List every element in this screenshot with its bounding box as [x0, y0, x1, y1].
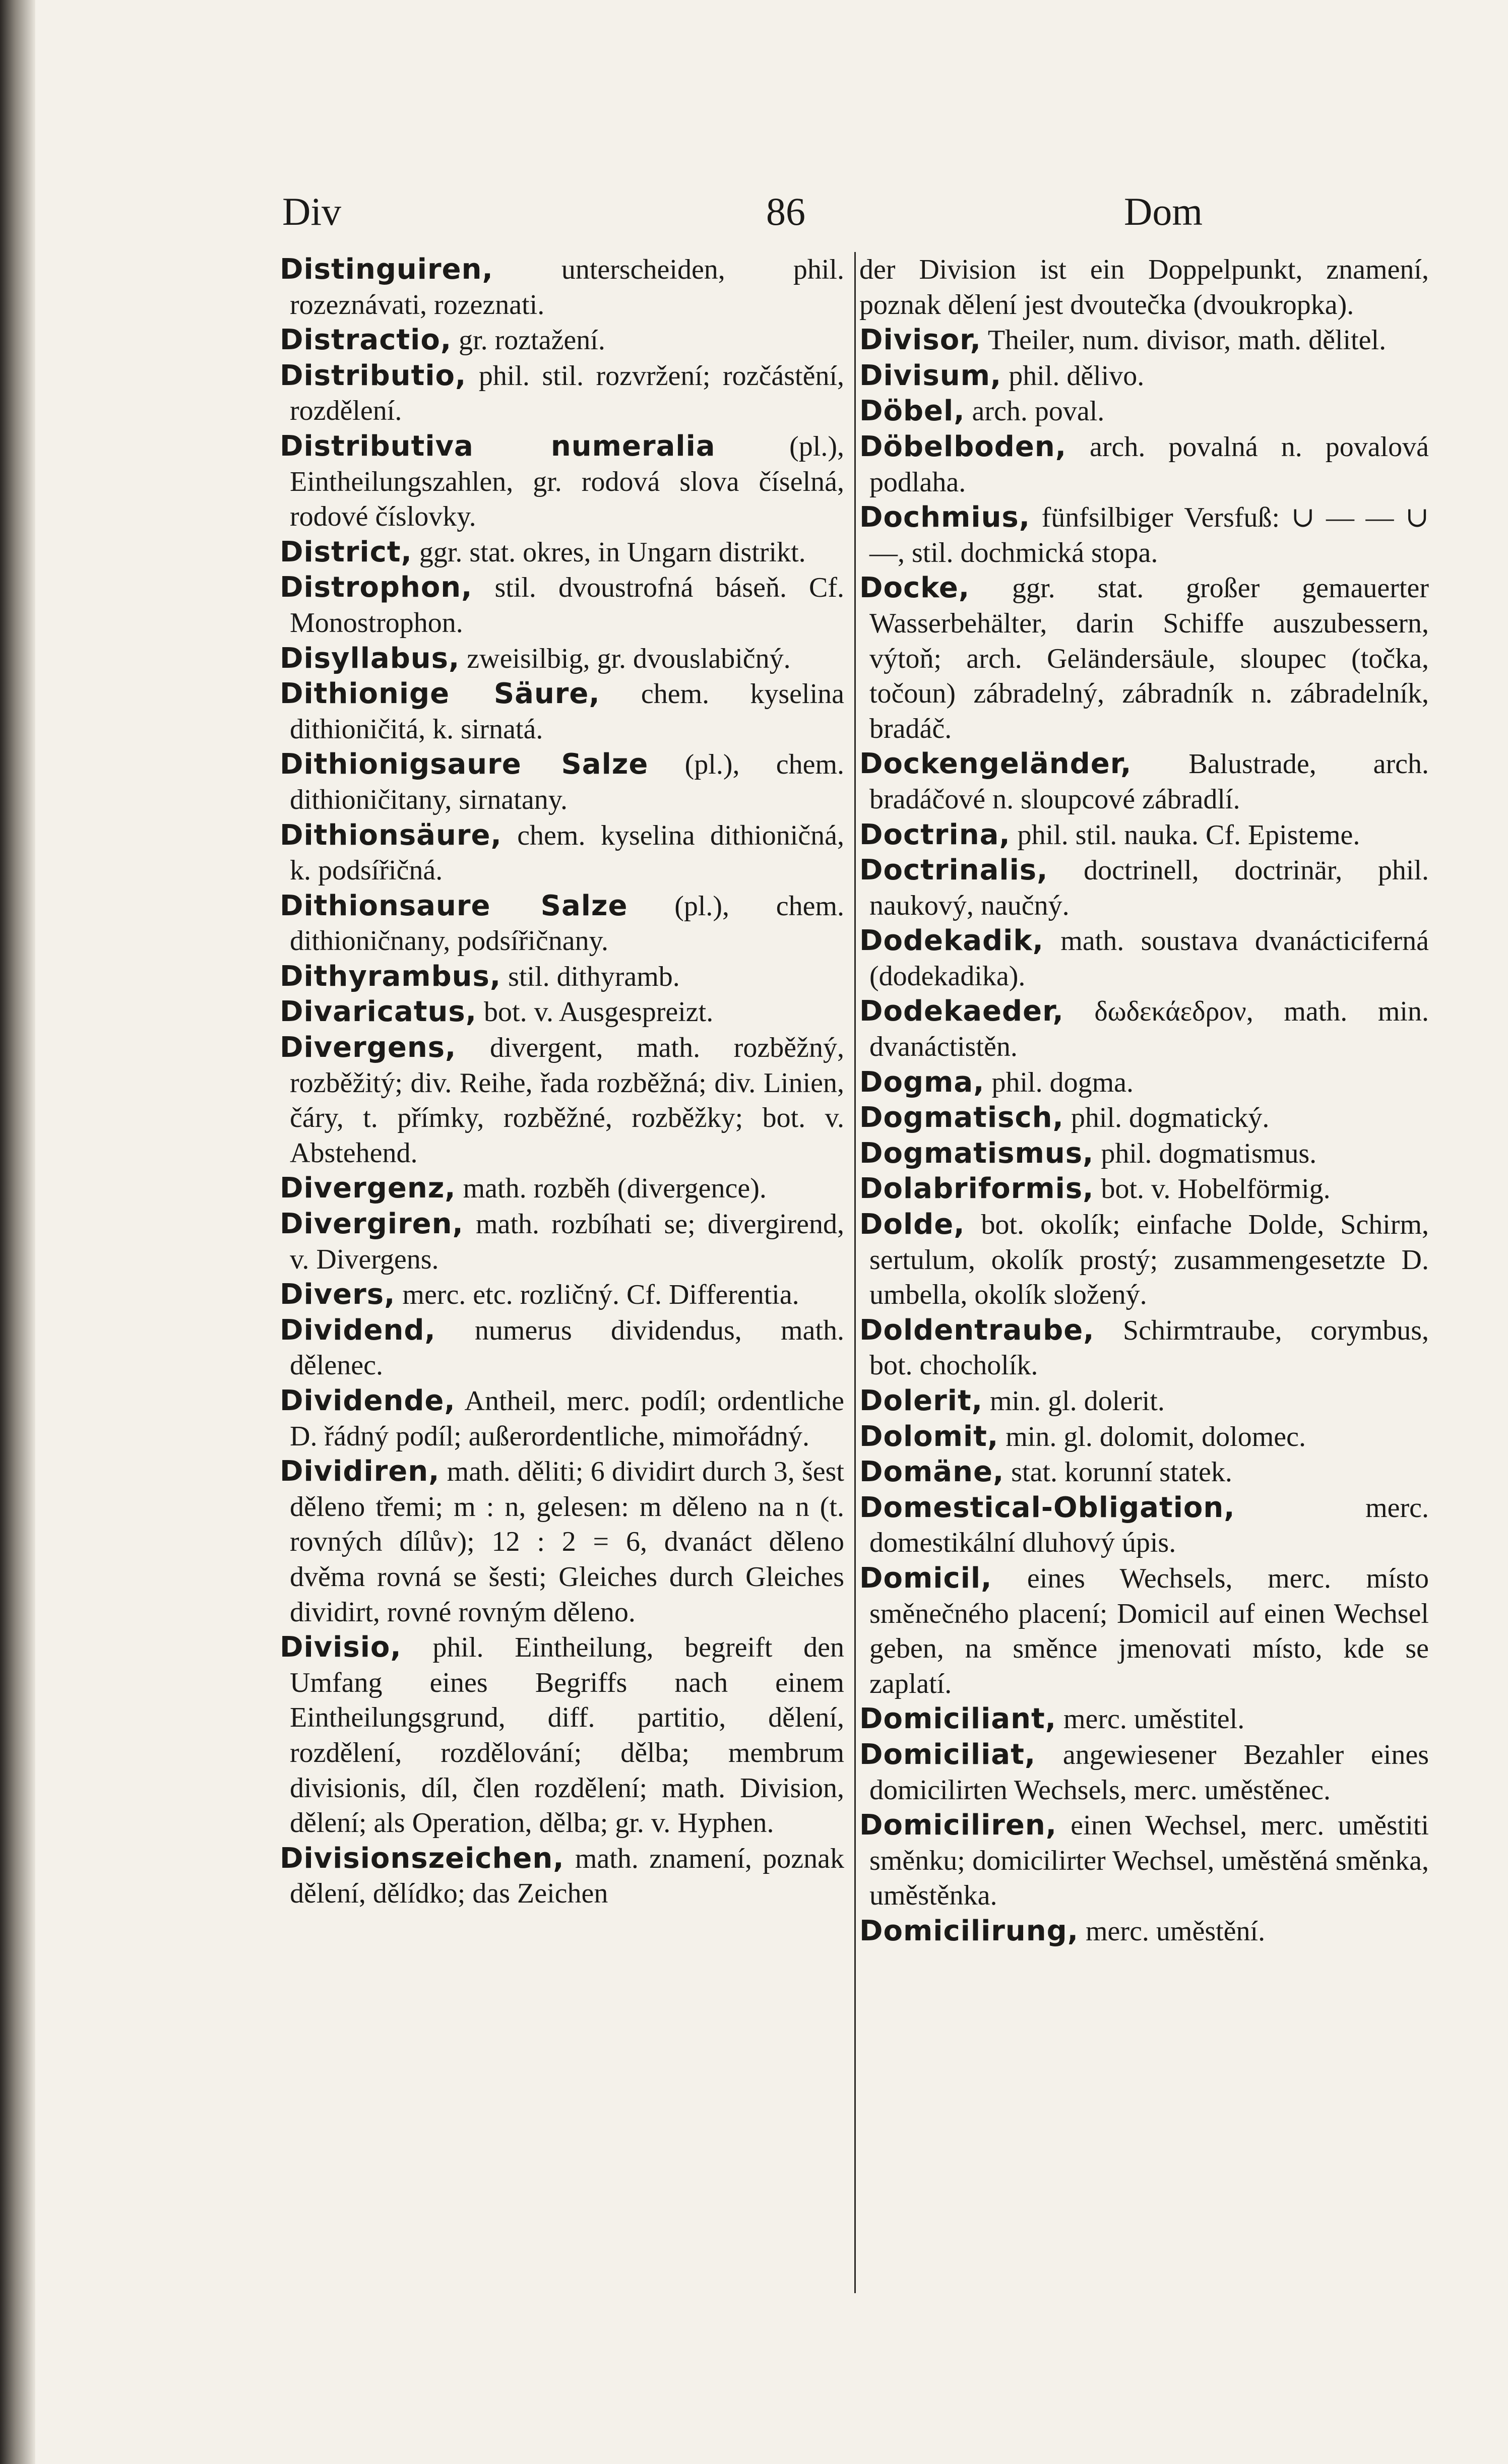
entry	[280, 959, 844, 995]
definition: chem. kyselina dithioničná, k. podsířičná.	[290, 819, 844, 887]
entry	[280, 323, 844, 358]
entry	[859, 1100, 1429, 1136]
definition: zweisilbig, gr. dvouslabičný.	[460, 643, 791, 674]
headword: Distributiva numeralia	[280, 429, 716, 463]
definition: math. rozbíhati se; divergirend, v. Divergens.	[290, 1209, 844, 1275]
definition: (pl.), chem. dithioničitany, sirnatany.	[290, 749, 845, 815]
entry	[280, 889, 844, 959]
entry	[280, 747, 844, 817]
definition: gr. roztažení.	[452, 325, 605, 356]
entry	[859, 571, 1429, 746]
headword: Dolomit,	[859, 1420, 999, 1453]
header-left-word: Div	[282, 189, 341, 233]
definition: min. gl. dolerit.	[983, 1385, 1165, 1417]
headword: Divergiren,	[280, 1208, 464, 1241]
definition: Antheil, merc. podíl; ordentliche D. řádný podíl; außerordentliche, mimořádný.	[290, 1385, 844, 1452]
headword: Dolerit,	[859, 1384, 983, 1417]
entry	[280, 429, 844, 535]
definition: stil. dvoustrofná báseň. Cf. Monostrophon.	[290, 572, 844, 639]
definition: unterscheiden, phil. rozeznávati, rozeznati.	[290, 254, 844, 321]
headword: District,	[280, 535, 412, 568]
entry	[280, 641, 844, 677]
definition: merc. domestikální dluhový úpis.	[869, 1492, 1429, 1559]
headword: Dockengeländer,	[859, 747, 1132, 781]
headword: Distractio,	[280, 324, 452, 357]
headword: Dodekaeder,	[859, 995, 1064, 1028]
entry	[859, 1383, 1429, 1419]
headword: Divergens,	[280, 1031, 457, 1064]
definition: bot. okolík; einfache Dolde, Schirm, sertulum, okolík prostý; zusammengesetzte D. umbella, okolík složený.	[869, 1209, 1429, 1311]
entry	[280, 1277, 844, 1313]
headword: Dividend,	[280, 1313, 436, 1347]
headword: Domicil,	[859, 1561, 992, 1595]
headword: Dogmatismus,	[859, 1136, 1094, 1170]
headword: Doctrina,	[859, 818, 1011, 851]
entry	[280, 1171, 844, 1207]
entry	[859, 1065, 1429, 1101]
definition: bot. v. Ausgespreizt.	[477, 996, 714, 1028]
headword: Dithionsäure,	[280, 818, 502, 852]
headword: Divergenz,	[280, 1172, 456, 1205]
entry	[859, 358, 1429, 394]
definition: angewiesener Bezahler eines domicilirten Wechsels, merc. uměstěnec.	[869, 1739, 1429, 1806]
definition: einen Wechsel, merc. uměstiti směnku; domicilirter Wechsel, uměstěná směnka, uměstěnka.	[869, 1810, 1429, 1912]
entry	[859, 1419, 1429, 1455]
headword: Divaricatus,	[280, 995, 477, 1029]
running-header	[282, 189, 1290, 249]
entry	[280, 1630, 844, 1841]
entry	[859, 1490, 1429, 1561]
headword: Dochmius,	[859, 501, 1031, 534]
headword: Doldentraube,	[859, 1313, 1095, 1347]
entry	[859, 1737, 1429, 1808]
entry	[280, 1313, 844, 1383]
headword: Dividiren,	[280, 1455, 440, 1488]
definition: divergent, math. rozběžný, rozběžitý; div. Reihe, řada rozběžná; div. Linien, čáry, t. přímky, rozběžné, rozběžky; bot. v. Abstehend.	[290, 1032, 844, 1169]
entry	[280, 676, 844, 747]
entry	[859, 853, 1429, 923]
definition: merc. uměstění.	[1079, 1915, 1266, 1947]
definition: bot. v. Hobelförmig.	[1094, 1173, 1331, 1205]
entry	[859, 1171, 1429, 1207]
entry	[280, 252, 844, 323]
entry	[859, 1808, 1429, 1914]
entry	[859, 1455, 1429, 1490]
headword: Divisor,	[859, 324, 981, 357]
entry	[280, 1454, 844, 1630]
entry	[859, 1313, 1429, 1383]
definition: δωδεκάεδρον, math. min. dvanáctistěn.	[869, 996, 1429, 1063]
definition: phil. stil. nauka. Cf. Episteme.	[1010, 819, 1360, 851]
definition: phil. dogma.	[984, 1066, 1134, 1098]
definition: arch. poval.	[965, 396, 1105, 427]
entry	[280, 570, 844, 641]
definition: merc. etc. rozličný. Cf. Differentia.	[395, 1279, 799, 1311]
entry	[280, 1030, 844, 1171]
definition: eines Wechsels, merc. místo směnečného placení; Domicil auf einen Wechsel geben, na směnce jmenovati místo, kde se zaplatí.	[869, 1562, 1429, 1699]
definition: Theiler, num. divisor, math. dělitel.	[981, 325, 1387, 356]
definition: (pl.), chem. dithioničnany, podsířičnany.	[290, 890, 845, 957]
headword: Divisionszeichen,	[280, 1842, 564, 1875]
definition: math. rozběh (divergence).	[456, 1173, 767, 1205]
entry	[859, 746, 1429, 817]
definition: (pl.), Eintheilungszahlen, gr. rodová slova číselná, rodové číslovky.	[290, 430, 844, 533]
headword: Dolde,	[859, 1208, 965, 1241]
headword: Dividende,	[280, 1384, 456, 1417]
entry	[280, 1383, 844, 1454]
headword: Dogmatisch,	[859, 1101, 1064, 1134]
headword: Döbel,	[859, 395, 965, 428]
headword: Doctrinalis,	[859, 854, 1048, 887]
headword: Docke,	[859, 572, 970, 605]
definition: numerus dividendus, math. dělenec.	[290, 1314, 844, 1381]
headword: Dithionige Säure,	[280, 677, 600, 711]
entry	[859, 817, 1429, 853]
entry	[280, 1841, 844, 1912]
definition: ggr. stat. großer gemauerter Wasserbehälter, darin Schiffe auszubessern, výtoň; arch. Geländersäule, sloupec (točka, točoun) zábradelný, zábradník n. zábradelník, bradáč.	[869, 573, 1429, 744]
page-number: 86	[766, 189, 805, 233]
headword: Divers,	[280, 1278, 396, 1311]
headword: Domäne,	[859, 1456, 1004, 1489]
entry	[859, 1136, 1429, 1172]
headword: Dithionigsaure Salze	[280, 748, 649, 781]
definition: der Division ist ein Doppelpunkt, znamení, poznak dělení jest dvoutečka (dvoukropka).	[859, 254, 1429, 321]
definition: stil. dithyramb.	[501, 961, 680, 992]
definition: phil. dogmatický.	[1063, 1102, 1270, 1134]
left-column	[280, 252, 856, 2293]
entry	[859, 1701, 1429, 1737]
entry	[859, 1207, 1429, 1313]
headword: Döbelboden,	[859, 430, 1066, 463]
definition: phil. dělivo.	[1001, 360, 1145, 392]
definition: chem. kyselina dithioničitá, k. sirnatá.	[290, 678, 845, 745]
entry	[859, 394, 1429, 429]
headword: Distinguiren,	[280, 253, 493, 286]
entry	[859, 1914, 1429, 1949]
entry	[280, 535, 844, 571]
definition: math. soustava dvanácticiferná (dodekadika).	[869, 925, 1429, 992]
definition: phil. stil. rozvržení; rozčástění, rozdělení.	[290, 360, 844, 427]
headword: Dithionsaure Salze	[280, 889, 628, 922]
entry	[280, 1207, 844, 1277]
entry	[859, 1561, 1429, 1701]
definition: Balustrade, arch. bradáčové n. sloupcové zábradlí.	[869, 748, 1429, 815]
definition: Schirmtraube, corymbus, bot. chocholík.	[869, 1314, 1429, 1381]
headword: Distrophon,	[280, 571, 473, 604]
headword: Distributio,	[280, 359, 467, 392]
right-column	[859, 252, 1429, 1949]
headword: Domestical-Obligation,	[859, 1491, 1235, 1524]
entry	[280, 994, 844, 1030]
headword: Domiciliat,	[859, 1738, 1036, 1771]
definition: arch. povalná n. povalová podlaha.	[869, 431, 1429, 498]
definition: stat. korunní statek.	[1004, 1457, 1232, 1488]
definition: math. znamení, poznak dělení, dělídko; das Zeichen	[290, 1843, 844, 1910]
definition: fünfsilbiger Versfuß: ∪ — — ∪ —, stil. dochmická stopa.	[869, 502, 1429, 568]
headword: Domicilirung,	[859, 1914, 1079, 1947]
entry	[859, 923, 1429, 994]
entry	[280, 818, 844, 889]
entry	[859, 500, 1429, 571]
headword: Domiciliant,	[859, 1702, 1056, 1736]
entry	[859, 994, 1429, 1064]
definition: math. děliti; 6 dividirt durch 3, šest děleno třemi; m : n, gelesen: m děleno na n (t. rovných dílův); 12 : 2 = 6, dvanáct děleno dvěma rovná se šesti; Gleiches durch Gleiches dividirt, rovné rovným děleno.	[290, 1456, 844, 1628]
entry-continuation	[859, 252, 1429, 323]
headword: Dolabriformis,	[859, 1172, 1094, 1206]
definition: phil. dogmatismus.	[1094, 1138, 1317, 1169]
entry	[859, 323, 1429, 358]
definition: min. gl. dolomit, dolomec.	[998, 1421, 1306, 1452]
headword: Dogma,	[859, 1065, 985, 1099]
headword: Dithyrambus,	[280, 960, 501, 993]
entry	[280, 358, 844, 429]
headword: Divisum,	[859, 359, 1002, 392]
definition: ggr. stat. okres, in Ungarn distrikt.	[412, 536, 806, 568]
definition: merc. uměstitel.	[1056, 1703, 1245, 1735]
header-right-word: Dom	[1124, 189, 1203, 233]
headword: Domiciliren,	[859, 1809, 1057, 1842]
headword: Dodekadik,	[859, 924, 1044, 958]
entry	[859, 429, 1429, 500]
headword: Divisio,	[280, 1631, 402, 1664]
definition: doctrinell, doctrinär, phil. naukový, naučný.	[869, 855, 1429, 921]
definition: phil. Eintheilung, begreift den Umfang eines Begriffs nach einem Eintheilungsgrund, diff. partitio, dělení, rozdělení, rozdělování; dělba; membrum divisionis, díl, člen rozdělení; math. Division, dělení; als Operation, dělba; gr. v. Hyphen.	[290, 1632, 844, 1839]
page-edge-shadow	[0, 0, 35, 2464]
headword: Disyllabus,	[280, 642, 460, 675]
